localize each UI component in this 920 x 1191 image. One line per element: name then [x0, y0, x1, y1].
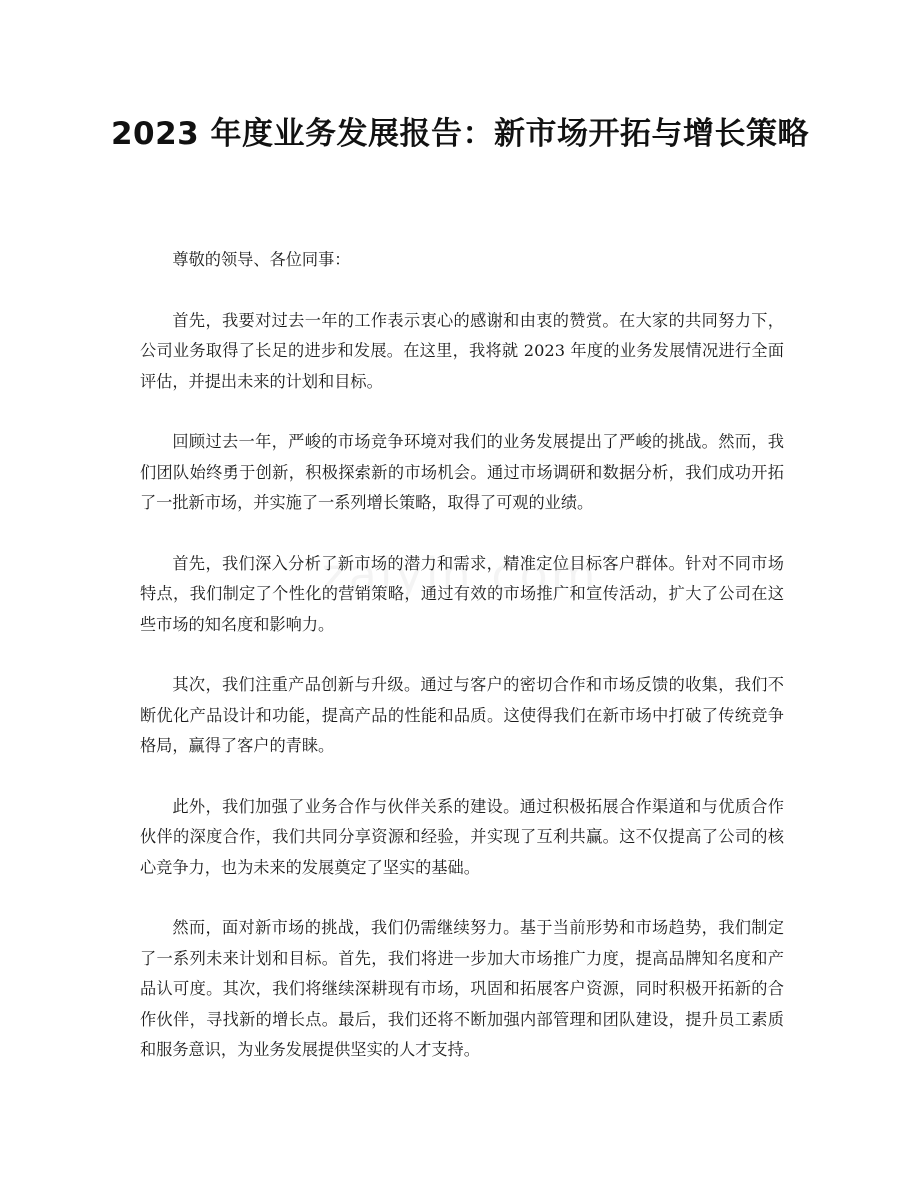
paragraph: 此外，我们加强了业务合作与伙伴关系的建设。通过积极拓展合作渠道和与优质合作伙伴的深度合作，我们共同分享资源和经验，并实现了互利共赢。这不仅提高了公司的核心竞争力，也为未来的发展奠定了坚实的基础。 — [140, 796, 784, 877]
document-body — [140, 245, 784, 1096]
paragraph: 首先，我们深入分析了新市场的潜力和需求，精准定位目标客户群体。针对不同市场特点，我们制定了个性化的营销策略，通过有效的市场推广和宣传活动，扩大了公司在这些市场的知名度和影响力。 — [140, 553, 784, 634]
document-title: 2023 年度业务发展报告：新市场开拓与增长策略 — [110, 116, 810, 152]
paragraph: 回顾过去一年，严峻的市场竞争环境对我们的业务发展提出了严峻的挑战。然而，我们团队始终勇于创新，积极探索新的市场机会。通过市场调研和数据分析，我们成功开拓了一批新市场，并实施了一系列增长策略，取得了可观的业绩。 — [140, 432, 784, 512]
paragraph: 然而，面对新市场的挑战，我们仍需继续努力。基于当前形势和市场趋势，我们制定了一系列未来计划和目标。首先，我们将进一步加大市场推广力度，提高品牌知名度和产品认可度。其次，我们将继续深耕现有市场，巩固和拓展客户资源，同时积极开拓新的合作伙伴，寻找新的增长点。最后，我们还将不断加强内部管理和团队建设，提升员工素质和服务意识，为业务发展提供坚实的人才支持。 — [140, 918, 784, 1059]
paragraph: 首先，我要对过去一年的工作表示衷心的感谢和由衷的赞赏。在大家的共同努力下，公司业务取得了长足的进步和发展。在这里，我将就 2023 年度的业务发展情况进行全面评估，并提出未来的计划和目标。 — [140, 310, 784, 391]
paragraph: 其次，我们注重产品创新与升级。通过与客户的密切合作和市场反馈的收集，我们不断优化产品设计和功能，提高产品的性能和品质。这使得我们在新市场中打破了传统竞争格局，赢得了客户的青睐。 — [140, 675, 784, 755]
salutation: 尊敬的领导、各位同事： — [172, 250, 351, 269]
